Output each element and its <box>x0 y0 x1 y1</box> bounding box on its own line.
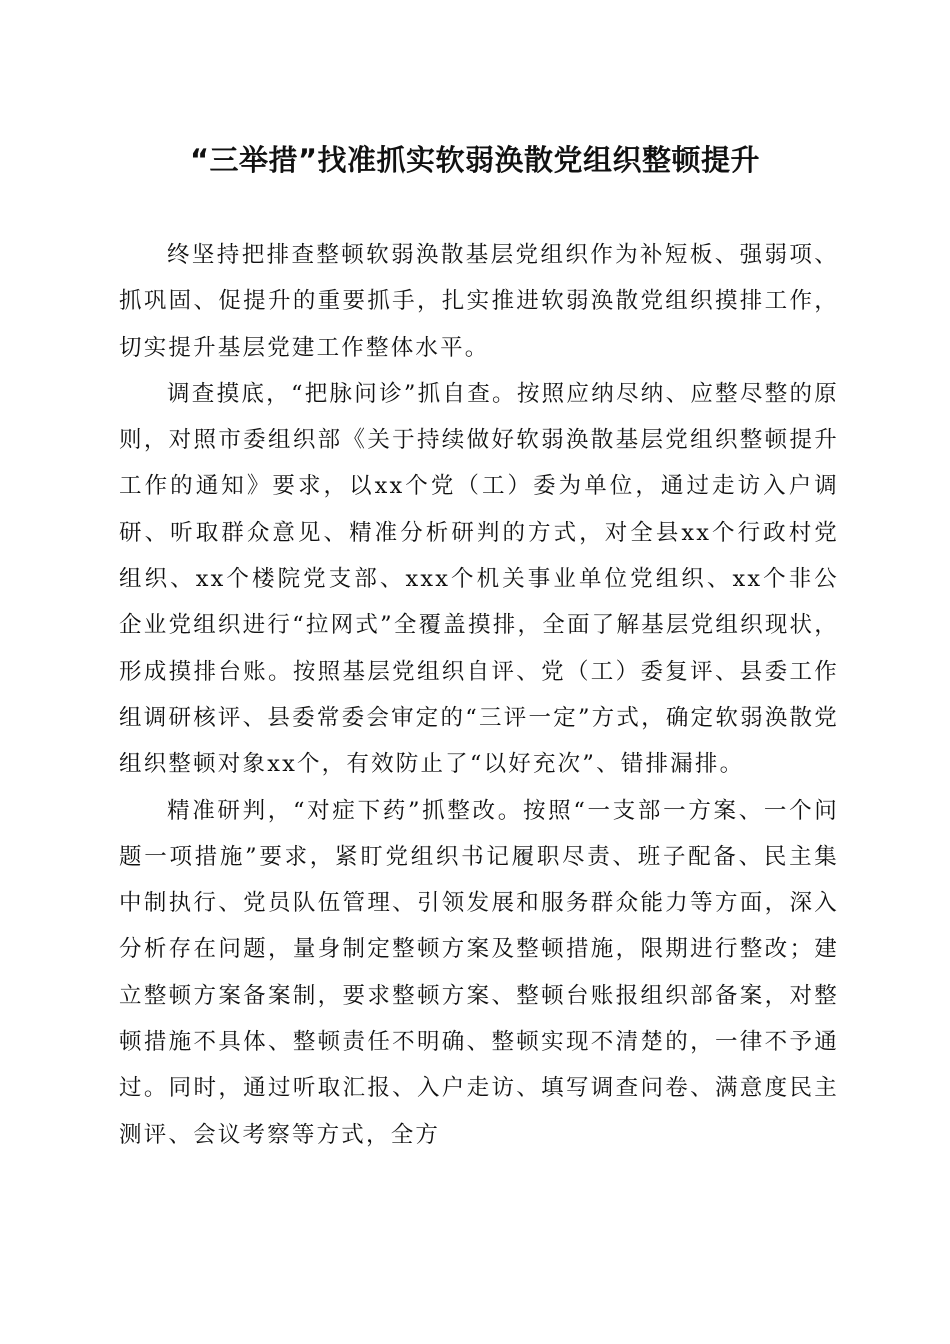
document-body <box>119 232 839 1158</box>
paragraph-investigation: 调查摸底，“把脉问诊”抓自查。按照应纳尽纳、应整尽整的原则，对照市委组织部《关于持续做好软弱涣散基层党组织整顿提升工作的通知》要求，以xx个党（工）委为单位，通过走访入户调研、听取群众意见、精准分析研判的方式，对全县xx个行政村党组织、xx个楼院党支部、xxx个机关事业单位党组织、xx个非公企业党组织进行“拉网式”全覆盖摸排，全面了解基层党组织现状，形成摸排台账。按照基层党组织自评、党（工）委复评、县委工作组调研核评、县委常委会审定的“三评一定”方式，确定软弱涣散党组织整顿对象xx个，有效防止了“以好充次”、错排漏排。 <box>119 380 839 778</box>
paragraph-rectification: 精准研判，“对症下药”抓整改。按照“一支部一方案、一个问题一项措施”要求，紧盯党组织书记履职尽责、班子配备、民主集中制执行、党员队伍管理、引领发展和服务群众能力等方面，深入分析存在问题，量身制定整顿方案及整顿措施，限期进行整改；建立整顿方案备案制，要求整顿方案、整顿台账报组织部备案，对整顿措施不具体、整顿责任不明确、整顿实现不清楚的，一律不予通过。同时，通过听取汇报、入户走访、填写调查问卷、满意度民主测评、会议考察等方式，全方 <box>119 797 839 1148</box>
paragraph-intro: 终坚持把排查整顿软弱涣散基层党组织作为补短板、强弱项、抓巩固、促提升的重要抓手，扎实推进软弱涣散党组织摸排工作，切实提升基层党建工作整体水平。 <box>119 242 839 361</box>
document-title: “三举措”找准抓实软弱涣散党组织整顿提升 <box>189 143 761 177</box>
